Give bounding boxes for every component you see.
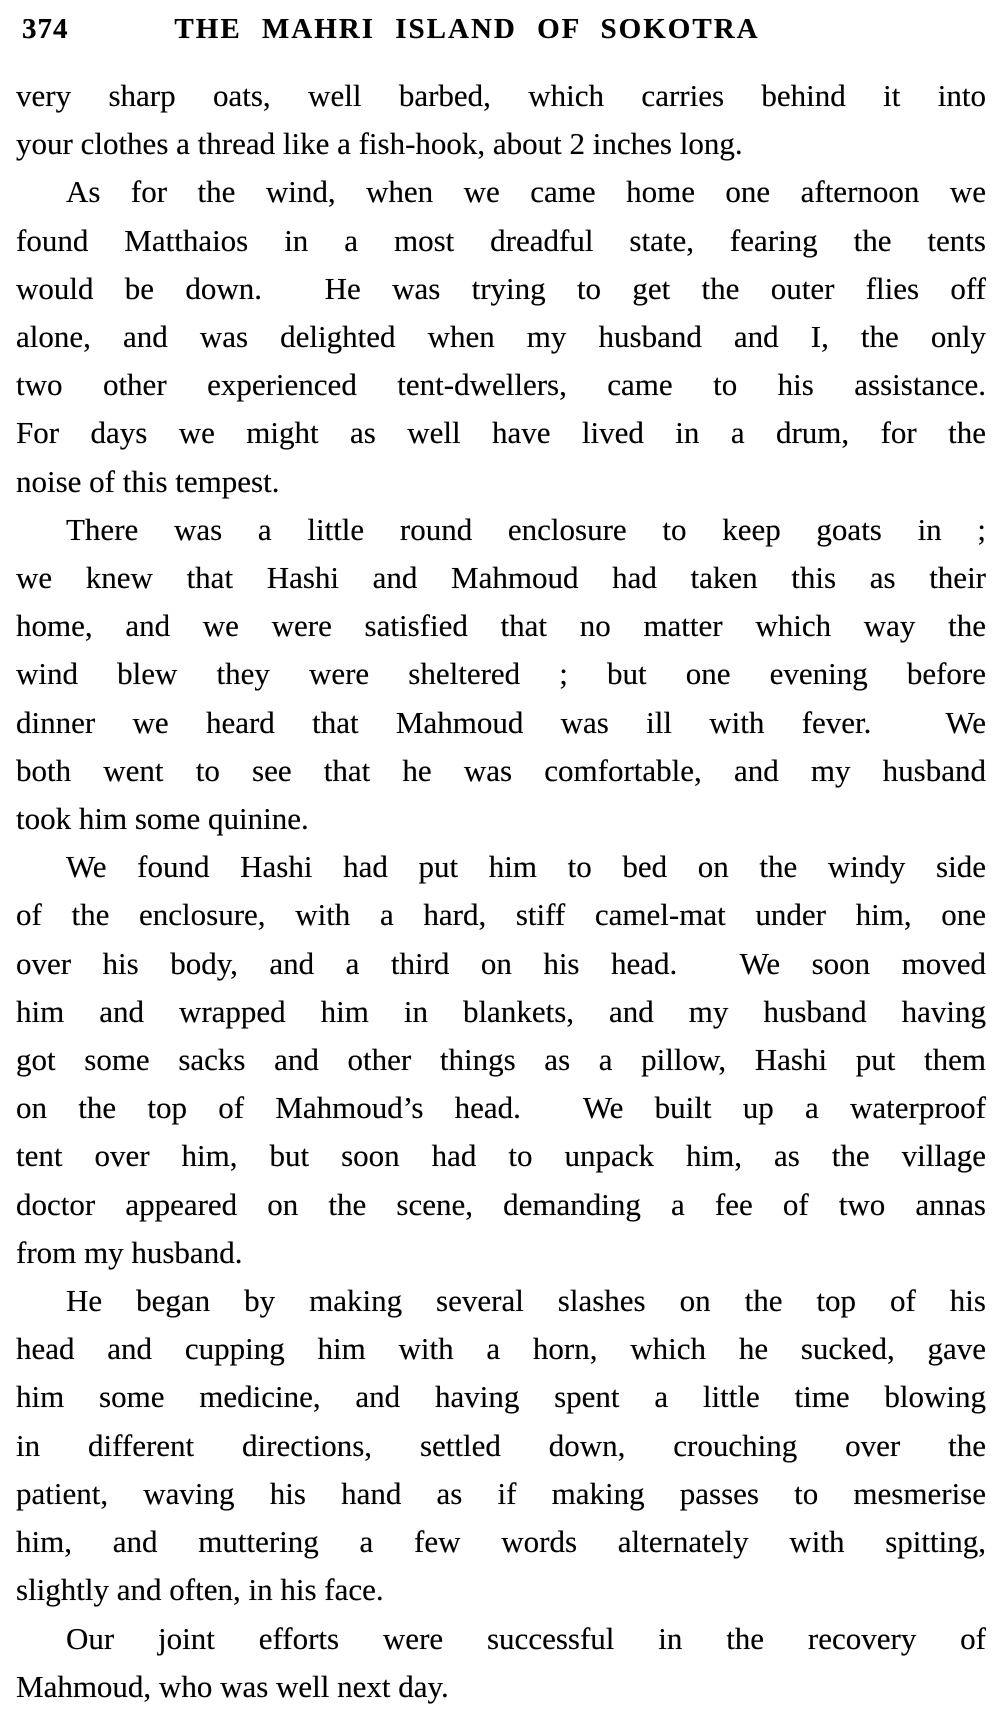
text-line: him some medicine, and having spent a little time blowing	[16, 1379, 986, 1415]
text-line: Mahmoud, who was well next day.	[16, 1668, 449, 1704]
page-number: 374	[22, 13, 69, 45]
text-line: noise of this tempest.	[16, 463, 280, 499]
text-line: took him some quinine.	[16, 801, 309, 837]
text-line: There was a little round enclosure to keep goats in ;	[66, 511, 986, 547]
text-line: He began by making several slashes on the top of his	[66, 1283, 986, 1319]
text-line: As for the wind, when we came home one afternoon we	[66, 174, 986, 210]
text-line: your clothes a thread like a fish-hook, about 2 inches long.	[16, 126, 743, 162]
text-line: Our joint efforts were successful in the recovery of	[66, 1620, 986, 1656]
text-line: him and wrapped him in blankets, and my husband having	[16, 993, 986, 1029]
text-line: on the top of Mahmoud’s head. We built up a waterproof	[16, 1090, 986, 1126]
text-line: For days we might as well have lived in a drum, for the	[16, 415, 986, 451]
text-line: over his body, and a third on his head. We soon moved	[16, 945, 986, 981]
text-line: found Matthaios in a most dreadful state, fearing the tents	[16, 222, 986, 258]
text-line: wind blew they were sheltered ; but one evening before	[16, 656, 986, 692]
text-line: doctor appeared on the scene, demanding a fee of two annas	[16, 1186, 986, 1222]
text-line: dinner we heard that Mahmoud was ill with fever. We	[16, 704, 986, 740]
page-header	[0, 13, 1000, 53]
text-line: two other experienced tent-dwellers, came to his assistance.	[16, 367, 986, 403]
text-line: home, and we were satisfied that no matter which way the	[16, 608, 986, 644]
text-line: alone, and was delighted when my husband and I, the only	[16, 319, 986, 355]
text-line: head and cupping him with a horn, which he sucked, gave	[16, 1331, 986, 1367]
text-line: from my husband.	[16, 1234, 243, 1270]
text-line: we knew that Hashi and Mahmoud had taken this as their	[16, 560, 986, 596]
text-line: both went to see that he was comfortable, and my husband	[16, 752, 986, 788]
text-line: got some sacks and other things as a pillow, Hashi put them	[16, 1042, 986, 1078]
text-line: We found Hashi had put him to bed on the windy side	[66, 849, 986, 885]
text-line: tent over him, but soon had to unpack him, as the village	[16, 1138, 986, 1174]
text-line: slightly and often, in his face.	[16, 1572, 384, 1608]
text-line: would be down. He was trying to get the outer flies off	[16, 270, 986, 306]
text-line: very sharp oats, well barbed, which carries behind it into	[16, 78, 986, 113]
text-line: of the enclosure, with a hard, stiff camel-mat under him, one	[16, 897, 986, 933]
text-line: him, and muttering a few words alternately with spitting,	[16, 1524, 986, 1560]
page-body	[16, 72, 986, 1711]
text-line: in different directions, settled down, crouching over the	[16, 1427, 986, 1463]
running-title: THE MAHRI ISLAND OF SOKOTRA	[174, 13, 760, 45]
text-line: patient, waving his hand as if making passes to mesmerise	[16, 1475, 986, 1511]
